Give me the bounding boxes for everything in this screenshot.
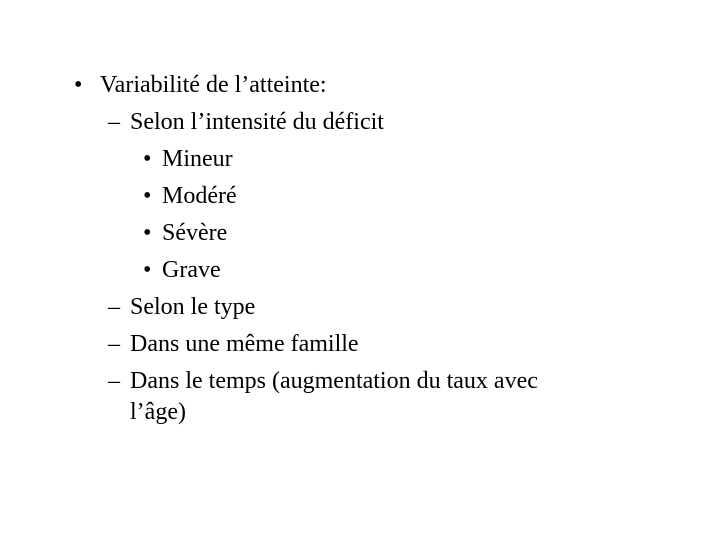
dash-marker: – [108, 368, 120, 394]
bullet-marker: • [143, 146, 152, 172]
sub-item-text: Selon le type [130, 294, 256, 320]
sub-item-temps [108, 367, 538, 395]
sub-sub-item-modere [143, 182, 237, 210]
dash-marker: – [108, 109, 120, 135]
bullet-marker: • [143, 220, 152, 246]
sub-sub-item-grave [143, 256, 221, 284]
sub-sub-item-text: Modéré [162, 183, 237, 209]
bullet-marker: • [143, 257, 152, 283]
sub-sub-item-severe [143, 219, 227, 247]
bullet-marker: • [143, 183, 152, 209]
dash-marker: – [108, 294, 120, 320]
sub-item-intensite [108, 108, 384, 136]
bullet-text: Variabilité de l’atteinte: [100, 72, 327, 98]
sub-item-temps-continuation [130, 398, 186, 426]
sub-sub-item-text: Sévère [162, 220, 228, 246]
sub-item-type [108, 293, 255, 321]
sub-item-famille [108, 330, 359, 358]
sub-sub-item-mineur [143, 145, 233, 173]
sub-item-text: l’âge) [130, 399, 186, 425]
bullet-marker: • [74, 72, 83, 98]
sub-item-text: Dans une même famille [130, 331, 359, 357]
sub-item-text: Dans le temps (augmentation du taux avec [130, 368, 538, 394]
sub-sub-item-text: Grave [162, 257, 221, 283]
dash-marker: – [108, 331, 120, 357]
sub-item-text: Selon l’intensité du déficit [130, 109, 384, 135]
sub-sub-item-text: Mineur [162, 146, 233, 172]
bullet-variabilite [74, 71, 327, 99]
